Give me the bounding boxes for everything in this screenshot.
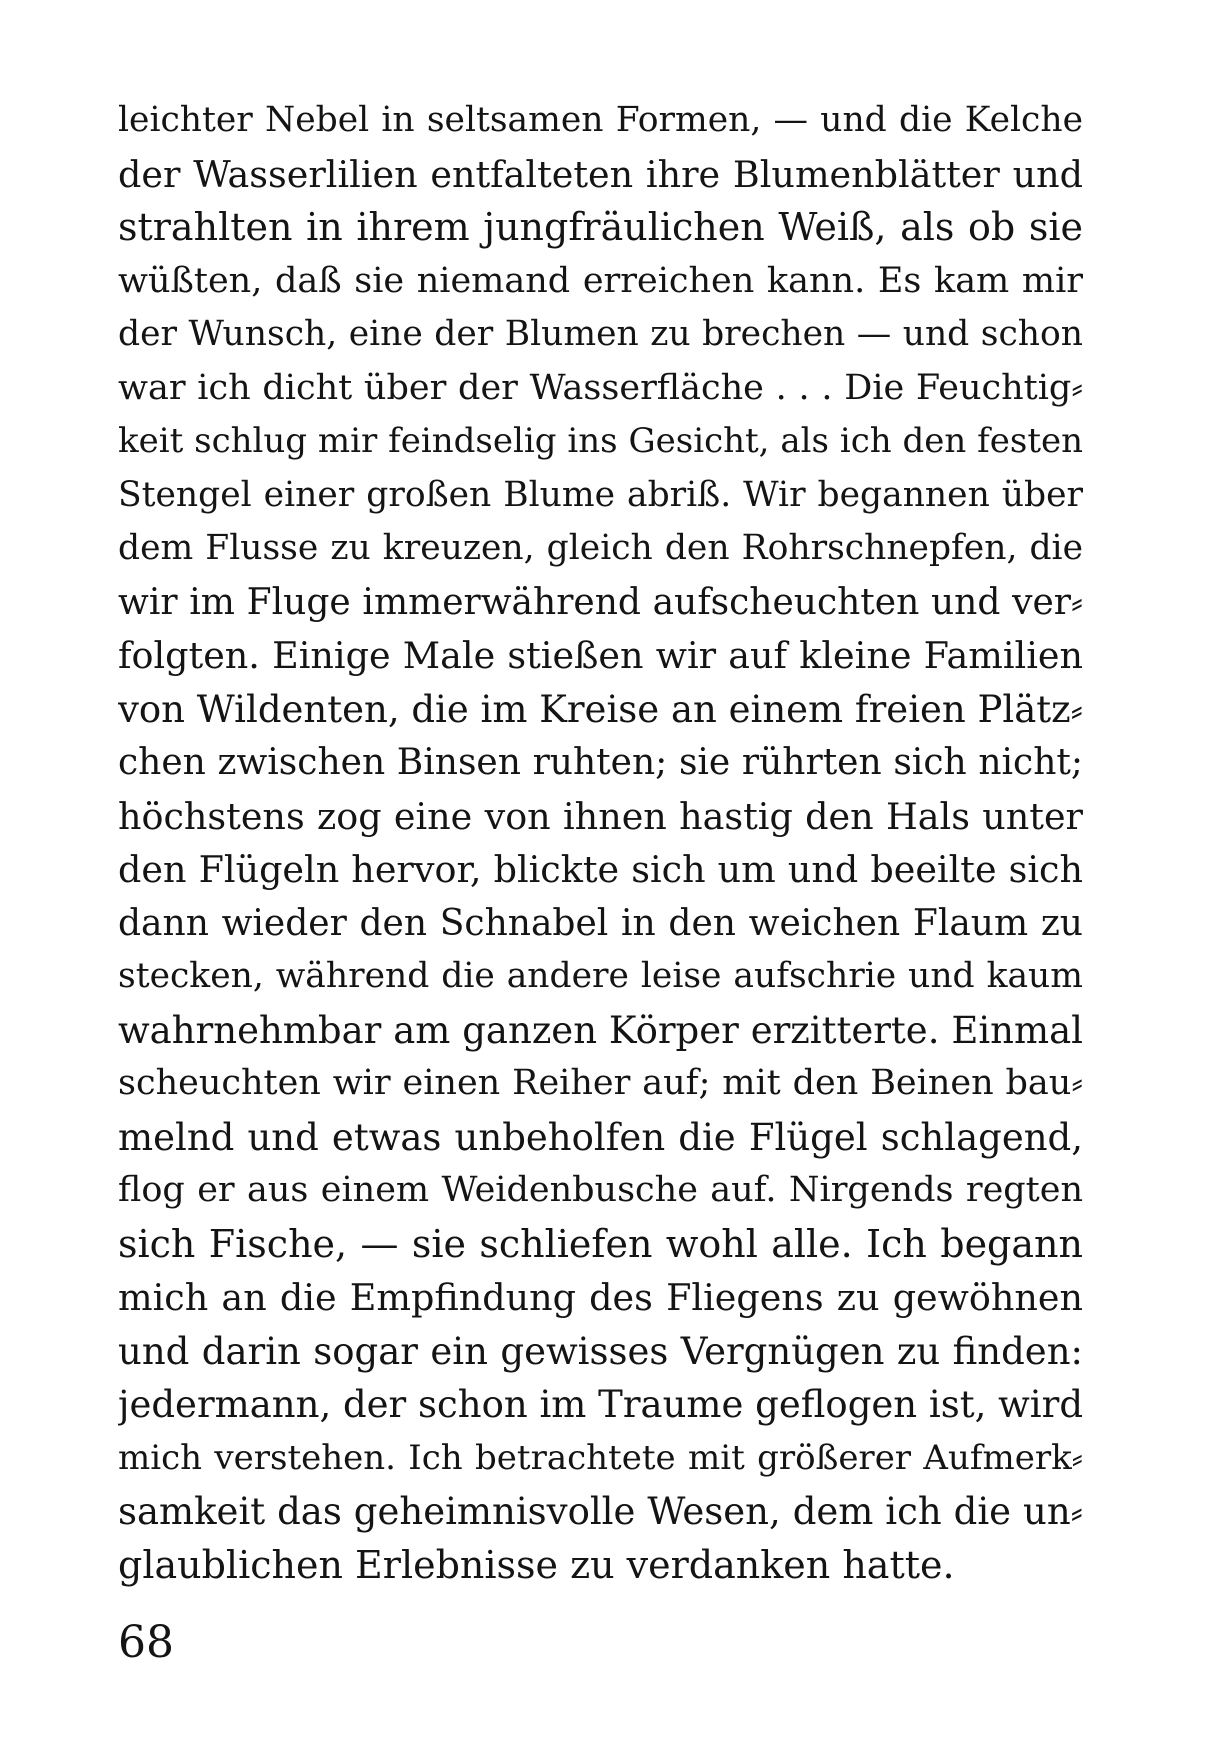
text-line: Stengel einer großen Blume abriß. Wir begannen über (118, 474, 1083, 515)
text-line: dem Flusse zu kreuzen, gleich den Rohrschnepfen, die (118, 528, 1083, 568)
text-line: strahlten in ihrem jungfräulichen Weiß, als ob sie (118, 205, 1083, 249)
body-text (118, 94, 1083, 1592)
text-line: und darin sogar ein gewisses Vergnügen zu finden: (118, 1329, 1083, 1373)
text-line: leichter Nebel in seltsamen Formen, — und die Kelche (118, 100, 1083, 140)
text-line: flog er aus einem Weidenbusche auf. Nirgends regten (118, 1170, 1083, 1210)
text-line: glaublichen Erlebnisse zu verdanken hatte. (118, 1542, 955, 1587)
text-line: den Flügeln hervor, blickte sich um und beeilte sich (118, 848, 1083, 891)
text-line: mich an die Empfindung des Fliegens zu gewöhnen (118, 1276, 1083, 1319)
text-line: scheuchten wir einen Reiher auf; mit den Beinen bau⸗ (118, 1063, 1083, 1103)
page-number: 68 (118, 1617, 174, 1668)
text-line: chen zwischen Binsen ruhten; sie rührten sich nicht; (118, 742, 1083, 783)
text-line: der Wunsch, eine der Blumen zu brechen — und schon (118, 314, 1083, 354)
text-line: melnd und etwas unbeholfen die Flügel schlagend, (118, 1115, 1083, 1159)
text-line: war ich dicht über der Wasserfläche . . . Die Feuchtig⸗ (118, 367, 1083, 408)
text-line: samkeit das geheimnisvolle Wesen, dem ich die un⸗ (118, 1490, 1083, 1533)
text-line: keit schlug mir feindselig ins Gesicht, als ich den festen (118, 421, 1083, 461)
text-line: der Wasserlilien entfalteten ihre Blumenblätter und (118, 152, 1083, 196)
text-line: wahrnehmbar am ganzen Körper erzitterte. Einmal (118, 1008, 1083, 1052)
text-line: folgten. Einige Male stießen wir auf kleine Familien (118, 634, 1083, 677)
text-line: wüßten, daß sie niemand erreichen kann. Es kam mir (118, 260, 1083, 301)
text-line: jedermann, der schon im Traume geflogen ist, wird (118, 1383, 1083, 1426)
text-line: höchstens zog eine von ihnen hastig den Hals unter (118, 794, 1083, 838)
text-line: wir im Fluge immerwährend aufscheuchten und ver⸗ (118, 581, 1083, 623)
text-line: sich Fische, — sie schliefen wohl alle. Ich begann (118, 1221, 1083, 1266)
text-line: mich verstehen. Ich betrachtete mit größerer Aufmerk⸗ (118, 1437, 1083, 1478)
text-line: von Wildenten, die im Kreise an einem freien Plätz⸗ (118, 687, 1083, 731)
text-line: stecken, während die andere leise aufschrie und kaum (118, 956, 1083, 996)
text-line: dann wieder den Schnabel in den weichen Flaum zu (118, 902, 1083, 944)
